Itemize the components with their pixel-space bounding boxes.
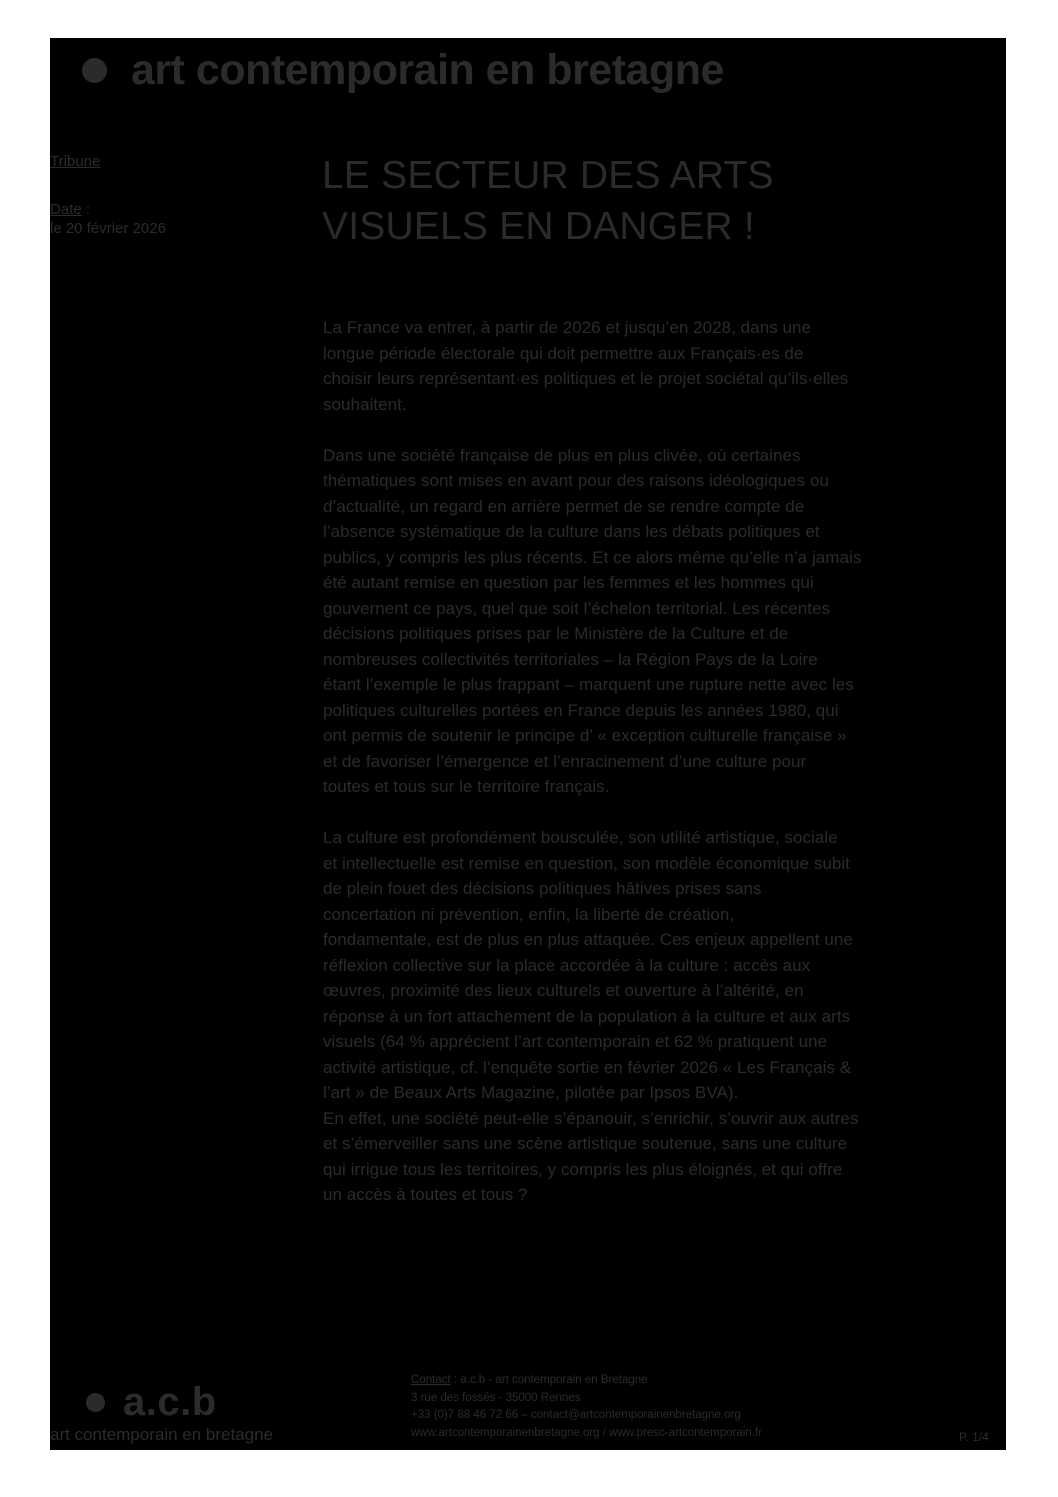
paragraph-line: et de favoriser l’émergence et l’enracinement d’une culture pour: [323, 751, 807, 771]
paragraph-line: activité artistique, cf. l’enquête sortie en février 2026 « Les Français &: [323, 1057, 852, 1077]
paragraph: [323, 825, 1006, 1208]
paragraph: [323, 315, 1006, 417]
paragraph-line: En effet, une société peut-elle s’épanouir, s’enrichir, s’ouvrir aux autres: [323, 1108, 859, 1128]
paragraph-line: toutes et tous sur le territoire français.: [323, 777, 610, 796]
paragraph-line: et s’émerveiller sans une scène artistique soutenue, sans une culture: [323, 1134, 848, 1153]
title-line: VISUELS EN DANGER !: [322, 205, 755, 248]
paragraph-line: nombreuses collectivités territoriales – la Région Pays de la Loire: [323, 649, 818, 669]
contact-address: 3 rue des fossés - 35000 Rennes: [411, 1391, 581, 1404]
contact-label: Contact: [411, 1374, 451, 1386]
contact-phone-email[interactable]: +33 (0)7 88 46 72 66 – contact@artcontemporainenbretagne.org: [411, 1409, 741, 1421]
document-meta: [50, 152, 290, 238]
footer-logo: [86, 1380, 217, 1425]
date-label: Date: [50, 201, 82, 218]
paragraph-line: souhaitent.: [323, 394, 407, 414]
date-value: le 20 février 2026: [50, 220, 166, 237]
contact-block: [411, 1372, 762, 1442]
paragraph-line: qui irrigue tous les territoires, y compris les plus éloignés, et qui offre: [323, 1159, 843, 1179]
footer-logo-subtitle: art contemporain en bretagne: [50, 1425, 274, 1444]
paragraph-line: thématiques sont mises en avant pour des raisons idéologiques ou: [323, 471, 829, 490]
paragraph-line: politiques culturelles portées en France depuis les années 1980, qui: [323, 700, 839, 720]
document-type-label: Tribune: [50, 153, 101, 170]
page-number: P. 1/4: [959, 1430, 989, 1444]
paragraph-line: réflexion collective sur la place accordée à la culture : accès aux: [323, 955, 811, 975]
paragraph: [323, 443, 1006, 800]
paragraph-line: ont permis de soutenir le principe d’ « exception culturelle française »: [323, 726, 847, 745]
paragraph-line: Dans une société française de plus en plus clivée, où certaines: [323, 445, 801, 465]
page-title: [322, 150, 962, 252]
paragraph-line: réponse à un fort attachement de la population à la culture et aux arts: [323, 1006, 851, 1026]
contact-org: : a.c.b - art contemporain en Bretagne: [450, 1374, 648, 1386]
paragraph-line: visuels (64 % apprécient l’art contemporain et 62 % pratiquent une: [323, 1032, 828, 1051]
logo-dot-icon: [86, 1393, 105, 1412]
document-page: [50, 38, 1006, 1450]
paragraph-line: gouvernent ce pays, quel que soit l’échelon territorial. Les récentes: [323, 598, 831, 618]
paragraph-line: longue période électorale qui doit permettre aux Français·es de: [323, 343, 804, 363]
footer-logo-text: a.c.b: [123, 1380, 217, 1424]
paragraph-line: l’absence systématique de la culture dans les débats politiques et: [323, 522, 820, 541]
contact-websites[interactable]: www.artcontemporainenbretagne.org / www.presc-artcontemporain.fr: [411, 1426, 762, 1439]
paragraph-line: publics, y compris les plus récents. Et ce alors même qu’elle n’a jamais: [323, 547, 862, 567]
paragraph-line: l’art » de Beaux Arts Magazine, pilotée par Ipsos BVA).: [323, 1083, 739, 1102]
title-line: LE SECTEUR DES ARTS: [322, 154, 774, 197]
brand-dot-icon: [82, 58, 107, 83]
date-separator: :: [81, 201, 91, 218]
paragraph-line: choisir leurs représentant·es politiques et le projet sociétal qu’ils·elles: [323, 369, 849, 388]
brand-name: art contemporain en bretagne: [131, 45, 724, 94]
paragraph-line: La culture est profondément bousculée, son utilité artistique, sociale: [323, 828, 838, 847]
paragraph-line: œuvres, proximité des lieux culturels et ouverture à l’altérité, en: [323, 981, 804, 1000]
contact-line: [411, 1372, 762, 1390]
paragraph-line: concertation ni prévention, enfin, la liberté de création,: [323, 904, 735, 924]
paragraph-line: de plein fouet des décisions politiques hâtives prises sans: [323, 879, 762, 898]
paragraph-line: et intellectuelle est remise en question, son modèle économique subit: [323, 853, 850, 873]
article-body: [323, 315, 1006, 1208]
date-line: [50, 200, 290, 219]
paragraph-line: un accès à toutes et tous ?: [323, 1185, 528, 1204]
paragraph-line: La France va entrer, à partir de 2026 et jusqu’en 2028, dans une: [323, 318, 812, 337]
paragraph-line: étant l’exemple le plus frappant – marquent une rupture nette avec les: [323, 675, 854, 694]
paragraph-line: décisions politiques prises par le Ministère de la Culture et de: [323, 624, 789, 643]
paragraph-line: d’actualité, un regard en arrière permet de se rendre compte de: [323, 496, 805, 516]
paragraph-line: fondamentale, est de plus en plus attaquée. Ces enjeux appellent une: [323, 930, 853, 949]
header-brand: [82, 42, 724, 98]
paragraph-line: été autant remise en question par les femmes et les hommes qui: [323, 573, 814, 592]
